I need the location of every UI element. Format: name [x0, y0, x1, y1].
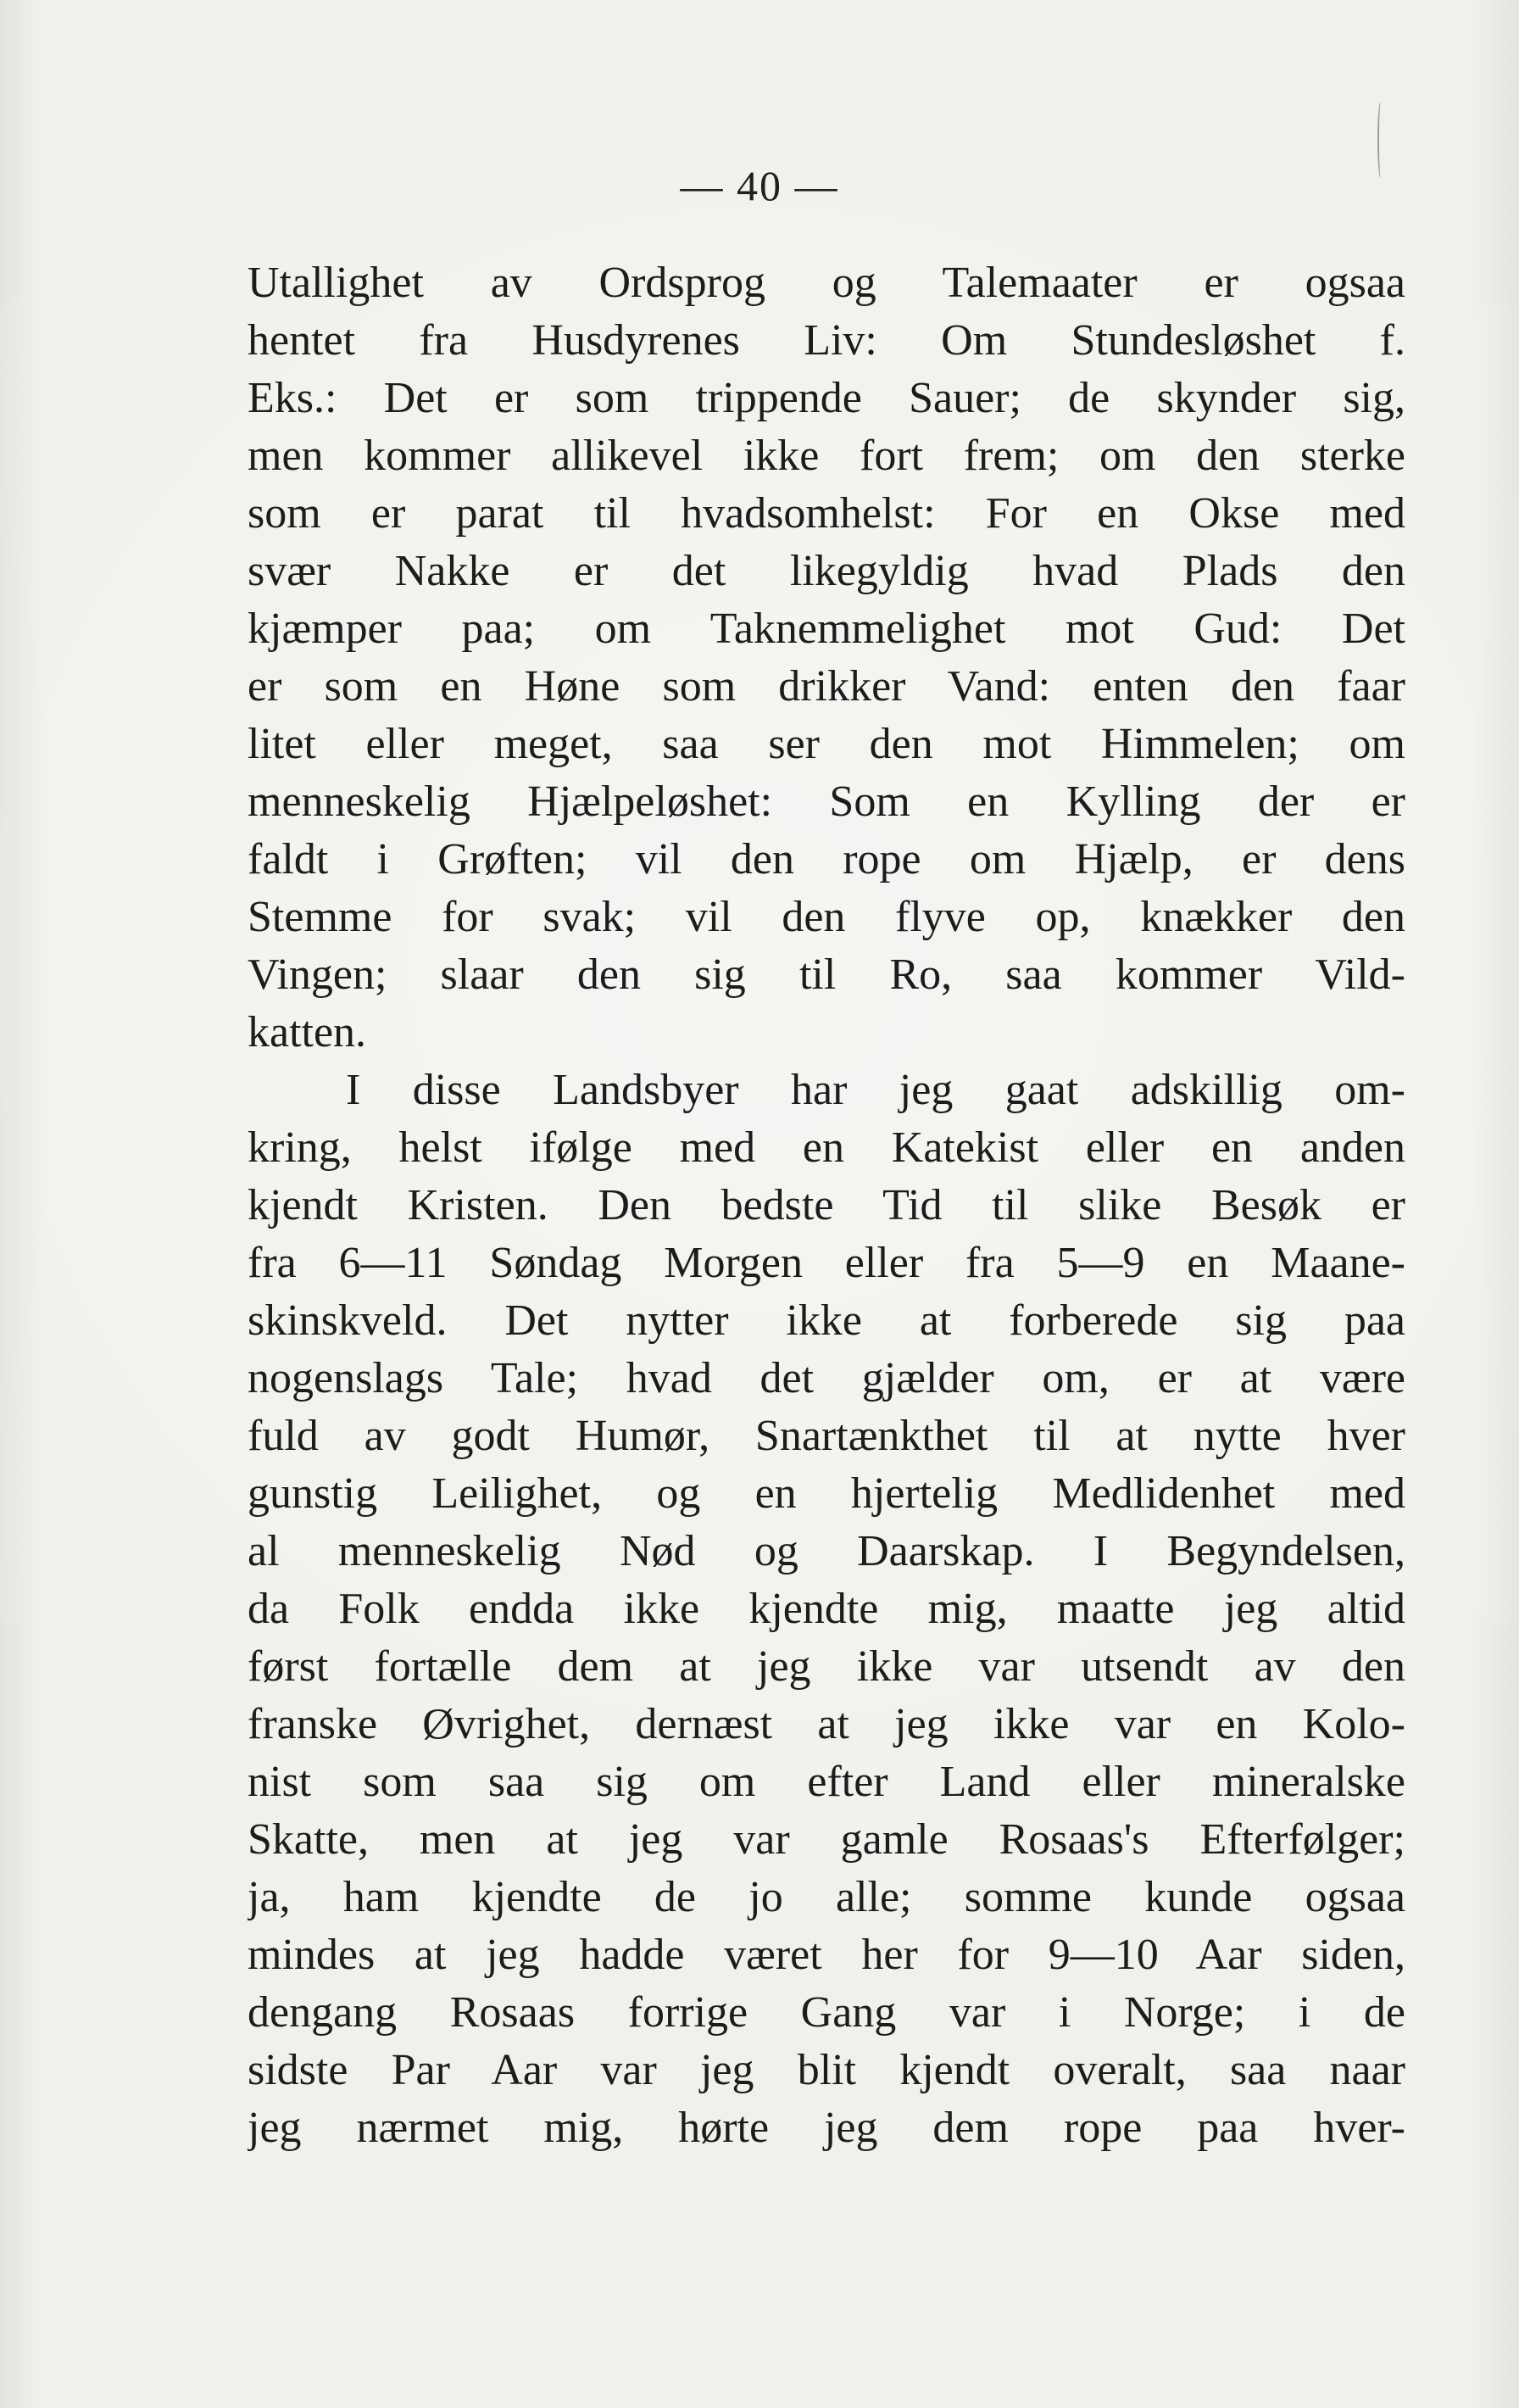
text-line: franske Øvrighet, dernæst at jeg ikke var en Kolo-: [248, 1700, 1405, 1748]
text-line: Eks.: Det er som trippende Sauer; de skynder sig,: [248, 374, 1405, 422]
text-line: kring, helst ifølge med en Katekist eller en anden: [248, 1123, 1405, 1172]
text-line: menneskelig Hjælpeløshet: Som en Kylling der er: [248, 778, 1405, 826]
text-line: mindes at jeg hadde været her for 9—10 Aar siden,: [248, 1931, 1405, 1979]
text-line: men kommer allikevel ikke fort frem; om den sterke: [248, 432, 1405, 480]
text-line: I disse Landsbyer har jeg gaat adskillig om-: [346, 1066, 1405, 1114]
text-line: nogenslags Tale; hvad det gjælder om, er at være: [248, 1354, 1405, 1402]
text-line: Skatte, men at jeg var gamle Rosaas's Efterfølger;: [248, 1815, 1405, 1864]
text-line: sidste Par Aar var jeg blit kjendt overalt, saa naar: [248, 2046, 1405, 2094]
text-line: kjendt Kristen. Den bedste Tid til slike Besøk er: [248, 1181, 1405, 1229]
text-line: fra 6—11 Søndag Morgen eller fra 5—9 en Maane-: [248, 1239, 1405, 1287]
text-line: først fortælle dem at jeg ikke var utsendt av den: [248, 1642, 1405, 1691]
text-line: kjæmper paa; om Taknemmelighet mot Gud: Det: [248, 605, 1405, 653]
text-line: al menneskelig Nød og Daarskap. I Begyndelsen,: [248, 1527, 1405, 1575]
text-line: Vingen; slaar den sig til Ro, saa kommer Vild-: [248, 950, 1405, 999]
text-line: svær Nakke er det likegyldig hvad Plads den: [248, 547, 1405, 595]
text-line: jeg nærmet mig, hørte jeg dem rope paa hver-: [248, 2104, 1405, 2152]
text-line: som er parat til hvadsomhelst: For en Okse med: [248, 489, 1405, 538]
text-line: ja, ham kjendte de jo alle; somme kunde ogsaa: [248, 1873, 1405, 1921]
text-line: fuld av godt Humør, Snartænkthet til at nytte hver: [248, 1412, 1405, 1460]
text-line: hentet fra Husdyrenes Liv: Om Stundesløshet f.: [248, 316, 1405, 365]
text-line: skinskveld. Det nytter ikke at forberede sig paa: [248, 1296, 1405, 1345]
text-line: katten.: [248, 1008, 367, 1056]
body-text: [248, 254, 1405, 2157]
text-line: dengang Rosaas forrige Gang var i Norge; i de: [248, 1988, 1405, 2037]
paragraph-2: [248, 1062, 1405, 2157]
text-line: faldt i Grøften; vil den rope om Hjælp, er dens: [248, 835, 1405, 883]
text-line: Stemme for svak; vil den flyve op, knækker den: [248, 893, 1405, 941]
text-line: Utallighet av Ordsprog og Talemaater er ogsaa: [248, 259, 1405, 307]
text-line: nist som saa sig om efter Land eller mineralske: [248, 1758, 1405, 1806]
page-number: — 40 —: [680, 162, 839, 209]
text-line: gunstig Leilighet, og en hjertelig Medlidenhet med: [248, 1469, 1405, 1518]
text-line: da Folk endda ikke kjendte mig, maatte jeg altid: [248, 1585, 1405, 1633]
text-line: litet eller meget, saa ser den mot Himmelen; om: [248, 720, 1405, 768]
text-line: er som en Høne som drikker Vand: enten den faar: [248, 662, 1405, 711]
paragraph-1: [248, 254, 1405, 1062]
